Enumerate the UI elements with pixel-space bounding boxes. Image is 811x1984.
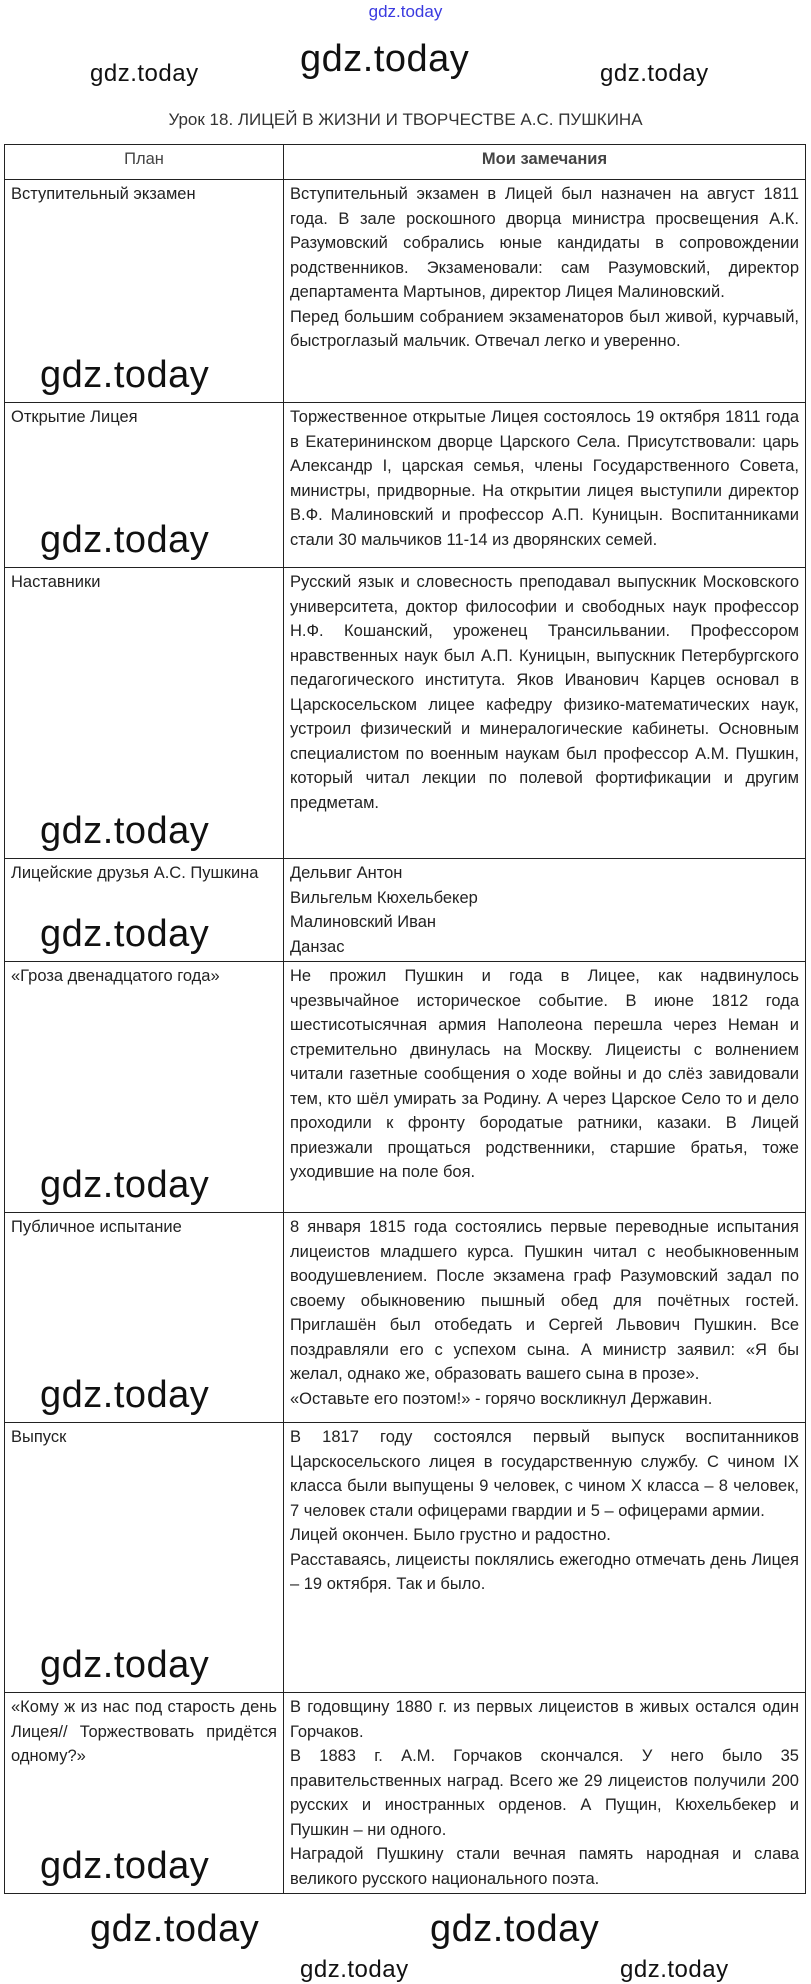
plan-text: «Гроза двенадцатого года» <box>11 967 220 985</box>
notes-cell <box>284 1693 806 1894</box>
plan-text: Вступительный экзамен <box>11 185 196 203</box>
watermark: gdz.today <box>40 519 210 561</box>
plan-text: Публичное испытание <box>11 1218 182 1236</box>
table-row <box>5 1693 806 1894</box>
plan-cell <box>5 403 284 568</box>
watermark: gdz.today <box>40 1845 210 1887</box>
note-paragraph: В годовщину 1880 г. из первых лицеистов в живых остался один Горчаков. <box>290 1698 799 1741</box>
plan-cell <box>5 1693 284 1894</box>
watermark: gdz.today <box>300 1956 409 1983</box>
table-row <box>5 1423 806 1693</box>
watermark: gdz.today <box>600 60 709 87</box>
note-paragraph: Не прожил Пушкин и года в Лицее, как надвинулось чрезвычайное историческое событие. В июне 1812 года шестисотысячная армия Наполеона перешла через Неман и стремительно двинулась на Москву. Лицеисты с волнением читали газетные сообщения о ходе войны и до слёз завидовали тем, кто шёл умирать за Родину. А через Царское Село то и дело проходили к фронту бородатые ратники, казаки. В Лицей приезжали прощаться родственники, старшие братья, тоже уходившие на поле боя. <box>290 967 799 1181</box>
note-paragraph: В 1817 году состоялся первый выпуск воспитанников Царскосельского лицея в государственную службу. С чином IX класса были выпущены 9 человек, с чином X класса – 8 человек, 7 человек стали офицерами гвардии и 5 – офицерами армии. <box>290 1428 799 1520</box>
header-plan: План <box>5 145 284 180</box>
header-notes: Мои замечания <box>284 145 806 180</box>
plan-cell <box>5 180 284 403</box>
table-row <box>5 859 806 962</box>
plan-text: Наставники <box>11 573 101 591</box>
note-paragraph: В 1883 г. А.М. Горчаков скончался. У него было 35 правительственных наград. Всего же 29 лицеистов получили 200 русских и иностранных орденов. А Пущин, Кюхельбекер и Пушкин – ни одного. <box>290 1747 799 1839</box>
note-paragraph: Перед большим собранием экзаменаторов был живой, курчавый, быстроглазый мальчик. Отвечал легко и уверенно. <box>290 307 799 350</box>
notes-cell <box>284 859 806 962</box>
notes-cell <box>284 1213 806 1423</box>
watermark: gdz.today <box>430 1908 600 1950</box>
plan-text: Выпуск <box>11 1428 67 1446</box>
plan-text: «Кому ж из нас под старость день Лицея// Торжествовать придётся одному?» <box>11 1698 277 1765</box>
notes-cell <box>284 403 806 568</box>
notes-cell <box>284 568 806 859</box>
table-row <box>5 180 806 403</box>
plan-text: Открытие Лицея <box>11 408 138 426</box>
note-paragraph: Расставаясь, лицеисты поклялись ежегодно отмечать день Лицея – 19 октября. Так и было. <box>290 1550 799 1593</box>
table-header-row <box>5 145 806 180</box>
note-paragraph: Вступительный экзамен в Лицей был назначен на август 1811 года. В зале роскошного дворца министра просвещения А.К. Разумовский собрались юные кандидаты в сопровождении родственников. Экзаменовали: сам Разумовский, директор департамента Мартынов, директор Лицея Малиновский. <box>290 185 799 301</box>
plan-cell <box>5 1213 284 1423</box>
watermark: gdz.today <box>40 1164 210 1206</box>
plan-cell <box>5 859 284 962</box>
table-row <box>5 1213 806 1423</box>
notes-cell <box>284 1423 806 1693</box>
note-paragraph: «Оставьте его поэтом!» - горячо воскликнул Державин. <box>290 1389 713 1408</box>
note-paragraph: Лицей окончен. Было грустно и радостно. <box>290 1526 611 1544</box>
watermark: gdz.today <box>90 1908 260 1950</box>
watermark: gdz.today <box>300 38 470 80</box>
notes-cell <box>284 180 806 403</box>
watermark: gdz.today <box>40 1644 210 1686</box>
table-row <box>5 962 806 1213</box>
plan-cell <box>5 1423 284 1693</box>
note-paragraph: Русский язык и словесность преподавал выпускник Московского университета, доктор философии и свободных наук профессор Н.Ф. Кошанский, уроженец Трансильвании. Профессором нравственных наук был А.П. Куницын, выпускник Петербургского педагогического института. Яков Иванович Карцев основал в Царскосельском лицее кафедру физико-математических наук, устроил физический и минералогические кабинеты. Основным специалистом по военным наукам был профессор А.М. Пушкин, который читал лекции по полевой фортификации и другим предметам. <box>290 573 799 812</box>
watermark: gdz.today <box>40 354 210 396</box>
table-row <box>5 568 806 859</box>
notes-cell <box>284 962 806 1213</box>
note-paragraph: Торжественное открытые Лицея состоялось 19 октября 1811 года в Екатерининском дворце Царского Села. Присутствовали: царь Александр I, царская семья, члены Государственного Совета, министры, придворные. На открытии лицея выступили директор В.Ф. Малиновский и профессор А.П. Куницын. Воспитанниками стали 30 мальчиков 11-14 из дворянских семей. <box>290 408 799 549</box>
note-paragraph: Вильгельм Кюхельбекер <box>290 888 478 907</box>
plan-cell <box>5 568 284 859</box>
watermark: gdz.today <box>620 1956 729 1983</box>
note-paragraph: Дельвиг Антон <box>290 864 403 882</box>
watermark: gdz.today <box>368 2 443 21</box>
lesson-table <box>4 144 806 1894</box>
note-paragraph: Наградой Пушкину стали вечная память народная и слава великого русского национального поэта. <box>290 1845 799 1888</box>
page-title: Урок 18. ЛИЦЕЙ В ЖИЗНИ И ТВОРЧЕСТВЕ А.С. ПУШКИНА <box>168 110 643 129</box>
watermark: gdz.today <box>40 913 210 955</box>
plan-cell <box>5 962 284 1213</box>
note-paragraph: 8 января 1815 года состоялись первые переводные испытания лицеистов младшего курса. Пушкин читал с необыкновенным воодушевлением. После экзамена граф Разумовский задал по своему обыкновению пышный обед для почётных гостей. Приглашён был отобедать и Сергей Львович Пушкин. Все поздравляли его с успехом сына. А министр заявил: «Я бы желал, однако же, образовать вашего сына в прозе». <box>290 1218 799 1383</box>
table-row <box>5 403 806 568</box>
watermark: gdz.today <box>40 810 210 852</box>
note-paragraph: Данзас <box>290 937 345 956</box>
watermark: gdz.today <box>90 60 199 87</box>
note-paragraph: Малиновский Иван <box>290 913 437 931</box>
watermark: gdz.today <box>40 1374 210 1416</box>
plan-text: Лицейские друзья А.С. Пушкина <box>11 864 259 882</box>
